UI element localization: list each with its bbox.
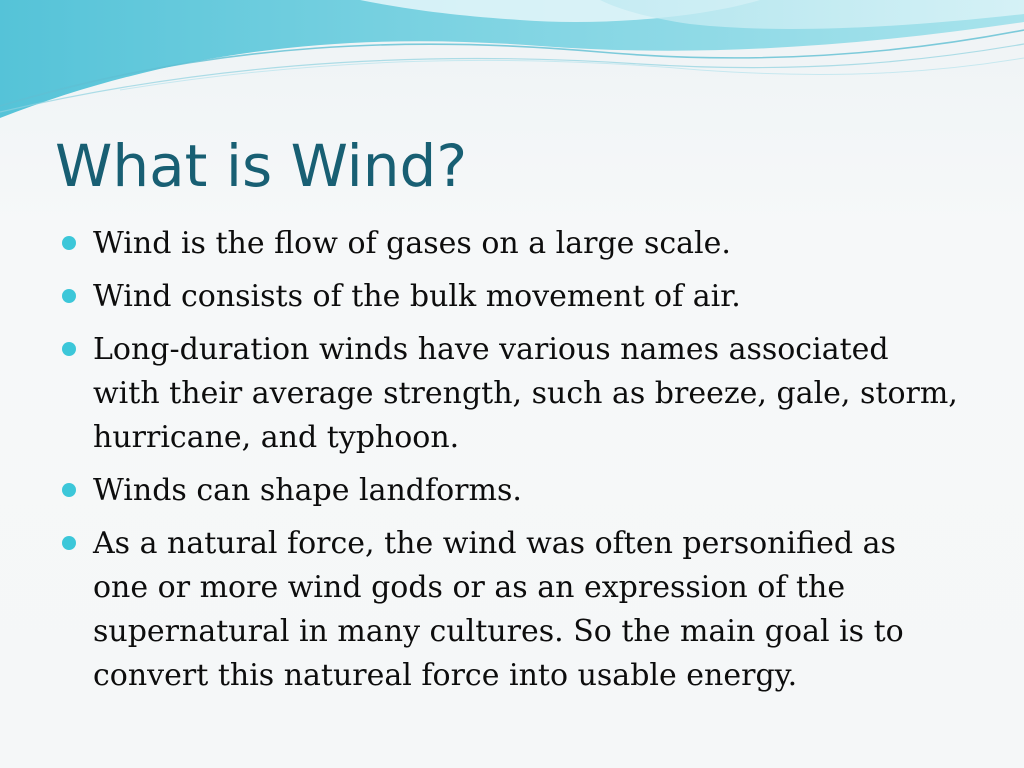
- bullet-item: [60, 275, 960, 319]
- header-wave-decoration: [0, 0, 1024, 130]
- bullet-item: [60, 328, 960, 460]
- bullet-dot-icon: [62, 342, 76, 356]
- bullet-text: As a natural force, the wind was often personified as one or more wind gods or as an expression of the supernatural in many cultures. So the main goal is to convert this natureal force into usable energy.: [93, 526, 904, 693]
- bullet-text: Wind consists of the bulk movement of air.: [93, 279, 741, 314]
- bullet-item: [60, 522, 960, 698]
- bullet-text: Long-duration winds have various names associated with their average strength, such as breeze, gale, storm, hurricane, and typhoon.: [93, 332, 958, 455]
- slide-title: What is Wind?: [55, 132, 468, 200]
- bullet-item: [60, 469, 960, 513]
- bullet-list: [60, 222, 960, 707]
- bullet-dot-icon: [62, 236, 76, 250]
- bullet-text: Winds can shape landforms.: [93, 473, 522, 508]
- bullet-dot-icon: [62, 289, 76, 303]
- bullet-dot-icon: [62, 536, 76, 550]
- bullet-item: [60, 222, 960, 266]
- bullet-dot-icon: [62, 483, 76, 497]
- bullet-text: Wind is the flow of gases on a large scale.: [93, 226, 731, 261]
